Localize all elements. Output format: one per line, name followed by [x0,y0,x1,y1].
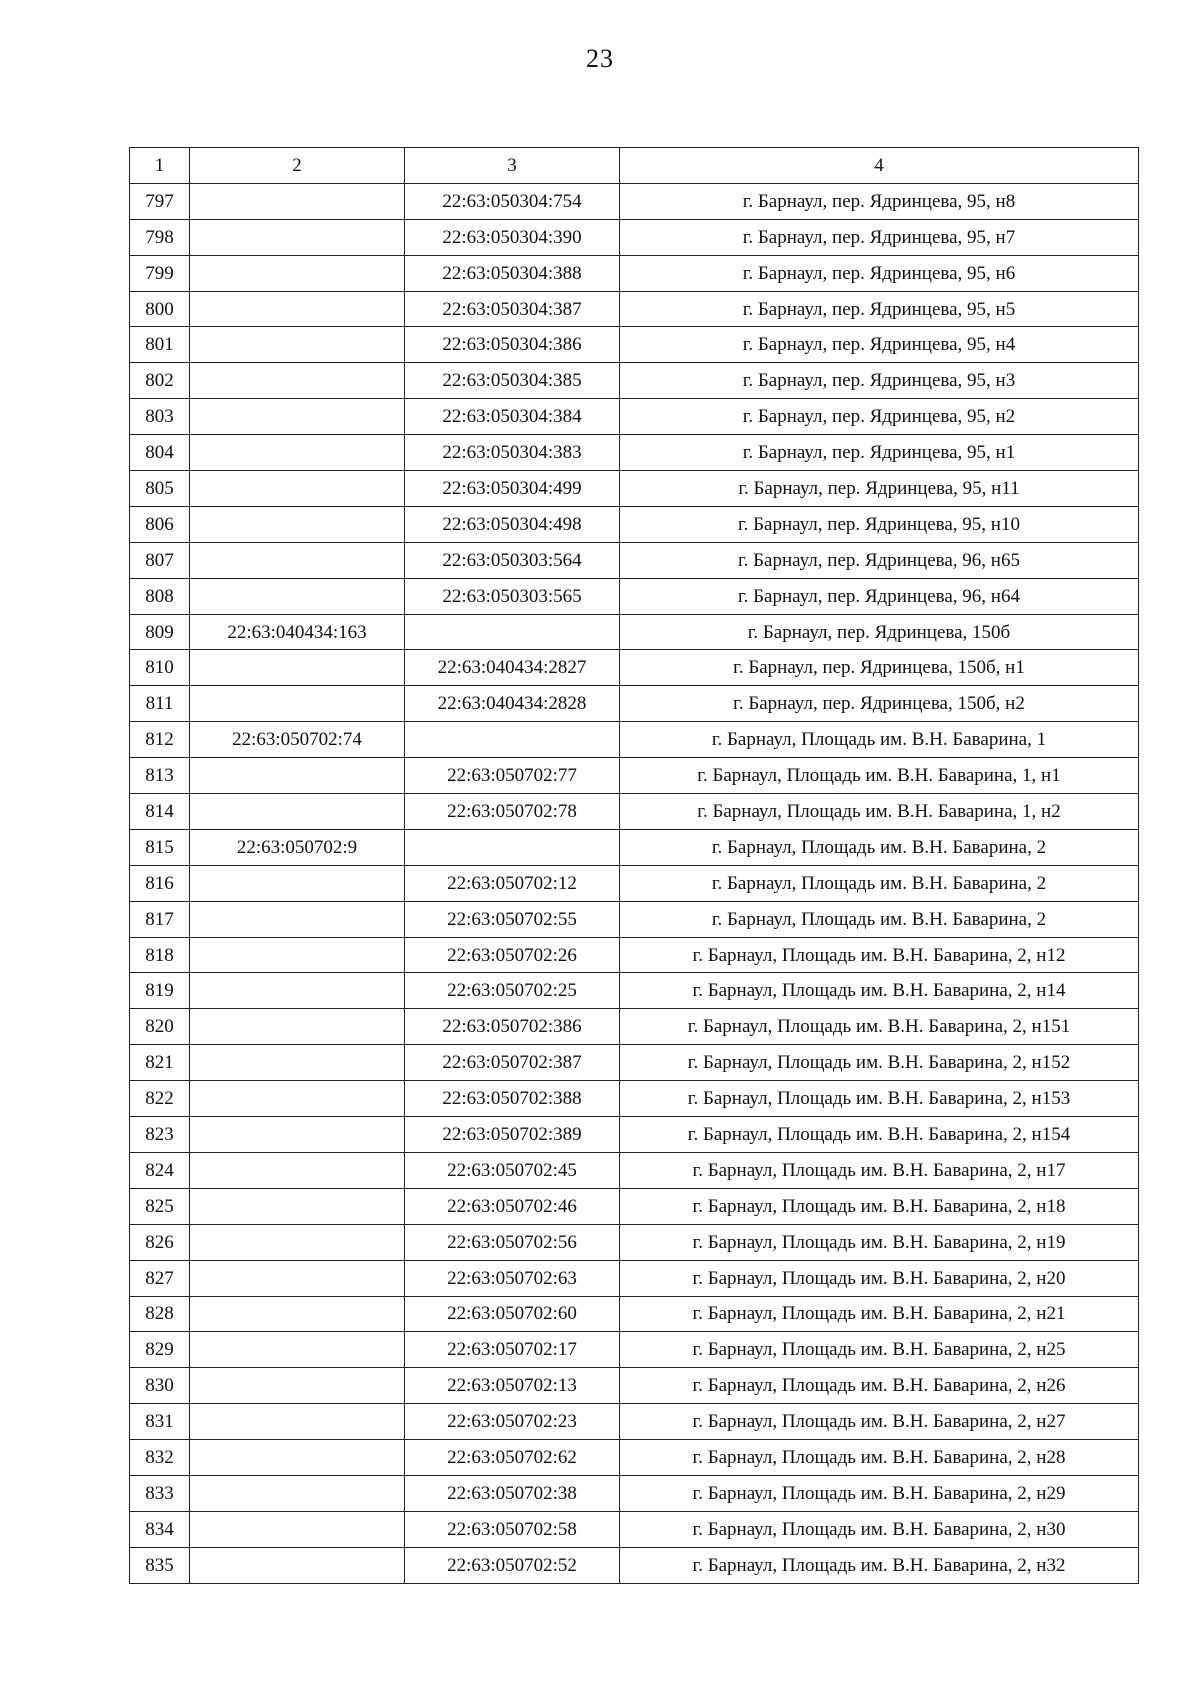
address-cell: г. Барнаул, Площадь им. В.Н. Баварина, 2, н30 [620,1511,1139,1547]
row-number-cell: 802 [130,363,190,399]
address-cell: г. Барнаул, Площадь им. В.Н. Баварина, 2, н28 [620,1440,1139,1476]
page-number: 23 [586,44,614,73]
object-number-cell: 22:63:050702:26 [405,937,620,973]
parcel-number-cell [190,219,405,255]
address-cell: г. Барнаул, пер. Ядринцева, 150б, н1 [620,650,1139,686]
table-row [130,1296,1139,1332]
row-number-cell: 797 [130,183,190,219]
table-row [130,865,1139,901]
object-number-cell: 22:63:050702:388 [405,1081,620,1117]
object-number-cell: 22:63:050304:390 [405,219,620,255]
address-cell: г. Барнаул, Площадь им. В.Н. Баварина, 1, н1 [620,758,1139,794]
row-number-cell: 825 [130,1188,190,1224]
object-number-cell: 22:63:050702:25 [405,973,620,1009]
address-cell: г. Барнаул, пер. Ядринцева, 150б [620,614,1139,650]
row-number-cell: 830 [130,1368,190,1404]
row-number-cell: 801 [130,327,190,363]
table-row [130,327,1139,363]
table-row [130,471,1139,507]
parcel-number-cell [190,1404,405,1440]
row-number-cell: 822 [130,1081,190,1117]
object-number-cell: 22:63:050304:388 [405,255,620,291]
parcel-number-cell [190,758,405,794]
header-cell-4: 4 [620,148,1139,184]
parcel-number-cell [190,865,405,901]
object-number-cell: 22:63:050702:13 [405,1368,620,1404]
object-number-cell: 22:63:050702:38 [405,1475,620,1511]
object-number-cell: 22:63:050702:23 [405,1404,620,1440]
table-row [130,1475,1139,1511]
parcel-number-cell [190,1368,405,1404]
parcel-number-cell [190,794,405,830]
row-number-cell: 798 [130,219,190,255]
object-number-cell: 22:63:050702:46 [405,1188,620,1224]
address-cell: г. Барнаул, Площадь им. В.Н. Баварина, 2, н152 [620,1045,1139,1081]
parcel-number-cell [190,578,405,614]
parcel-number-cell [190,1440,405,1476]
row-number-cell: 827 [130,1260,190,1296]
table-row [130,1440,1139,1476]
address-cell: г. Барнаул, Площадь им. В.Н. Баварина, 2, н151 [620,1009,1139,1045]
address-cell: г. Барнаул, Площадь им. В.Н. Баварина, 2 [620,901,1139,937]
header-cell-3: 3 [405,148,620,184]
parcel-number-cell [190,1475,405,1511]
object-number-cell [405,829,620,865]
object-number-cell: 22:63:050702:60 [405,1296,620,1332]
object-number-cell: 22:63:050702:62 [405,1440,620,1476]
object-number-cell: 22:63:050702:77 [405,758,620,794]
parcel-number-cell [190,363,405,399]
table-row [130,506,1139,542]
table-row [130,1009,1139,1045]
parcel-number-cell [190,1511,405,1547]
table-row [130,901,1139,937]
object-number-cell: 22:63:050702:55 [405,901,620,937]
address-cell: г. Барнаул, Площадь им. В.Н. Баварина, 2, н25 [620,1332,1139,1368]
address-cell: г. Барнаул, пер. Ядринцева, 95, н1 [620,435,1139,471]
table-row [130,291,1139,327]
row-number-cell: 834 [130,1511,190,1547]
table-row [130,1152,1139,1188]
parcel-number-cell [190,1117,405,1153]
parcel-number-cell [190,399,405,435]
object-number-cell: 22:63:040434:2827 [405,650,620,686]
table-row [130,399,1139,435]
table-row [130,829,1139,865]
address-cell: г. Барнаул, Площадь им. В.Н. Баварина, 2, н29 [620,1475,1139,1511]
header-row [130,148,1139,184]
row-number-cell: 818 [130,937,190,973]
parcel-number-cell: 22:63:050702:9 [190,829,405,865]
parcel-number-cell [190,937,405,973]
address-cell: г. Барнаул, Площадь им. В.Н. Баварина, 2, н21 [620,1296,1139,1332]
table-row [130,578,1139,614]
parcel-number-cell [190,1332,405,1368]
parcel-number-cell [190,255,405,291]
row-number-cell: 800 [130,291,190,327]
parcel-number-cell [190,435,405,471]
table-row [130,794,1139,830]
address-cell: г. Барнаул, Площадь им. В.Н. Баварина, 1 [620,722,1139,758]
object-number-cell: 22:63:050702:52 [405,1547,620,1583]
row-number-cell: 809 [130,614,190,650]
table-row [130,686,1139,722]
address-cell: г. Барнаул, Площадь им. В.Н. Баварина, 2 [620,865,1139,901]
table-row [130,183,1139,219]
parcel-number-cell [190,1152,405,1188]
table-row [130,1547,1139,1583]
table-header [130,148,1139,184]
address-cell: г. Барнаул, пер. Ядринцева, 95, н3 [620,363,1139,399]
table-row [130,542,1139,578]
address-cell: г. Барнаул, пер. Ядринцева, 95, н5 [620,291,1139,327]
address-cell: г. Барнаул, Площадь им. В.Н. Баварина, 1, н2 [620,794,1139,830]
address-cell: г. Барнаул, Площадь им. В.Н. Баварина, 2, н154 [620,1117,1139,1153]
table-row [130,1224,1139,1260]
address-cell: г. Барнаул, Площадь им. В.Н. Баварина, 2, н27 [620,1404,1139,1440]
parcel-number-cell [190,327,405,363]
parcel-number-cell [190,1009,405,1045]
header-cell-2: 2 [190,148,405,184]
address-cell: г. Барнаул, пер. Ядринцева, 96, н64 [620,578,1139,614]
table-row [130,1260,1139,1296]
address-cell: г. Барнаул, пер. Ядринцева, 95, н11 [620,471,1139,507]
parcel-number-cell [190,1296,405,1332]
table-row [130,937,1139,973]
object-number-cell: 22:63:050702:56 [405,1224,620,1260]
object-number-cell: 22:63:050304:499 [405,471,620,507]
table-row [130,1368,1139,1404]
table-row [130,650,1139,686]
row-number-cell: 814 [130,794,190,830]
header-cell-1: 1 [130,148,190,184]
address-cell: г. Барнаул, Площадь им. В.Н. Баварина, 2, н19 [620,1224,1139,1260]
table-row [130,1081,1139,1117]
row-number-cell: 803 [130,399,190,435]
object-number-cell: 22:63:050304:754 [405,183,620,219]
parcel-number-cell [190,686,405,722]
row-number-cell: 812 [130,722,190,758]
table-row [130,1511,1139,1547]
address-cell: г. Барнаул, пер. Ядринцева, 96, н65 [620,542,1139,578]
row-number-cell: 821 [130,1045,190,1081]
table-row [130,1332,1139,1368]
table-row [130,614,1139,650]
row-number-cell: 804 [130,435,190,471]
object-number-cell: 22:63:050304:384 [405,399,620,435]
address-cell: г. Барнаул, пер. Ядринцева, 95, н7 [620,219,1139,255]
row-number-cell: 817 [130,901,190,937]
address-cell: г. Барнаул, Площадь им. В.Н. Баварина, 2, н17 [620,1152,1139,1188]
address-cell: г. Барнаул, пер. Ядринцева, 95, н8 [620,183,1139,219]
parcel-number-cell [190,1188,405,1224]
registry-table [129,147,1139,1584]
parcel-number-cell [190,973,405,1009]
address-cell: г. Барнаул, Площадь им. В.Н. Баварина, 2, н26 [620,1368,1139,1404]
table-row [130,1117,1139,1153]
row-number-cell: 807 [130,542,190,578]
address-cell: г. Барнаул, пер. Ядринцева, 95, н2 [620,399,1139,435]
row-number-cell: 808 [130,578,190,614]
parcel-number-cell [190,1260,405,1296]
object-number-cell: 22:63:050702:387 [405,1045,620,1081]
table-row [130,973,1139,1009]
row-number-cell: 829 [130,1332,190,1368]
row-number-cell: 833 [130,1475,190,1511]
address-cell: г. Барнаул, Площадь им. В.Н. Баварина, 2, н14 [620,973,1139,1009]
address-cell: г. Барнаул, Площадь им. В.Н. Баварина, 2 [620,829,1139,865]
table-row [130,219,1139,255]
row-number-cell: 811 [130,686,190,722]
table-row [130,255,1139,291]
table-row [130,435,1139,471]
row-number-cell: 832 [130,1440,190,1476]
object-number-cell: 22:63:050702:17 [405,1332,620,1368]
row-number-cell: 826 [130,1224,190,1260]
row-number-cell: 835 [130,1547,190,1583]
object-number-cell: 22:63:050304:498 [405,506,620,542]
address-cell: г. Барнаул, Площадь им. В.Н. Баварина, 2, н12 [620,937,1139,973]
row-number-cell: 828 [130,1296,190,1332]
row-number-cell: 810 [130,650,190,686]
parcel-number-cell [190,542,405,578]
table-row [130,1404,1139,1440]
row-number-cell: 815 [130,829,190,865]
row-number-cell: 819 [130,973,190,1009]
address-cell: г. Барнаул, Площадь им. В.Н. Баварина, 2, н18 [620,1188,1139,1224]
row-number-cell: 805 [130,471,190,507]
address-cell: г. Барнаул, Площадь им. В.Н. Баварина, 2, н32 [620,1547,1139,1583]
object-number-cell [405,614,620,650]
parcel-number-cell: 22:63:050702:74 [190,722,405,758]
parcel-number-cell [190,1045,405,1081]
row-number-cell: 806 [130,506,190,542]
table-row [130,722,1139,758]
parcel-number-cell [190,291,405,327]
table-row [130,363,1139,399]
address-cell: г. Барнаул, пер. Ядринцева, 95, н10 [620,506,1139,542]
row-number-cell: 823 [130,1117,190,1153]
object-number-cell: 22:63:050702:45 [405,1152,620,1188]
address-cell: г. Барнаул, пер. Ядринцева, 95, н6 [620,255,1139,291]
parcel-number-cell [190,1547,405,1583]
object-number-cell: 22:63:050303:565 [405,578,620,614]
address-cell: г. Барнаул, пер. Ядринцева, 150б, н2 [620,686,1139,722]
table-row [130,1045,1139,1081]
parcel-number-cell: 22:63:040434:163 [190,614,405,650]
address-cell: г. Барнаул, Площадь им. В.Н. Баварина, 2, н153 [620,1081,1139,1117]
address-cell: г. Барнаул, пер. Ядринцева, 95, н4 [620,327,1139,363]
parcel-number-cell [190,901,405,937]
address-cell: г. Барнаул, Площадь им. В.Н. Баварина, 2, н20 [620,1260,1139,1296]
table-row [130,758,1139,794]
object-number-cell [405,722,620,758]
parcel-number-cell [190,506,405,542]
table-body [130,183,1139,1583]
object-number-cell: 22:63:050702:58 [405,1511,620,1547]
parcel-number-cell [190,183,405,219]
row-number-cell: 816 [130,865,190,901]
row-number-cell: 813 [130,758,190,794]
row-number-cell: 799 [130,255,190,291]
row-number-cell: 820 [130,1009,190,1045]
object-number-cell: 22:63:050702:386 [405,1009,620,1045]
object-number-cell: 22:63:040434:2828 [405,686,620,722]
object-number-cell: 22:63:050303:564 [405,542,620,578]
object-number-cell: 22:63:050304:387 [405,291,620,327]
table-row [130,1188,1139,1224]
object-number-cell: 22:63:050702:63 [405,1260,620,1296]
object-number-cell: 22:63:050304:386 [405,327,620,363]
object-number-cell: 22:63:050702:78 [405,794,620,830]
object-number-cell: 22:63:050702:12 [405,865,620,901]
parcel-number-cell [190,471,405,507]
parcel-number-cell [190,650,405,686]
row-number-cell: 824 [130,1152,190,1188]
object-number-cell: 22:63:050702:389 [405,1117,620,1153]
row-number-cell: 831 [130,1404,190,1440]
parcel-number-cell [190,1224,405,1260]
object-number-cell: 22:63:050304:383 [405,435,620,471]
object-number-cell: 22:63:050304:385 [405,363,620,399]
parcel-number-cell [190,1081,405,1117]
